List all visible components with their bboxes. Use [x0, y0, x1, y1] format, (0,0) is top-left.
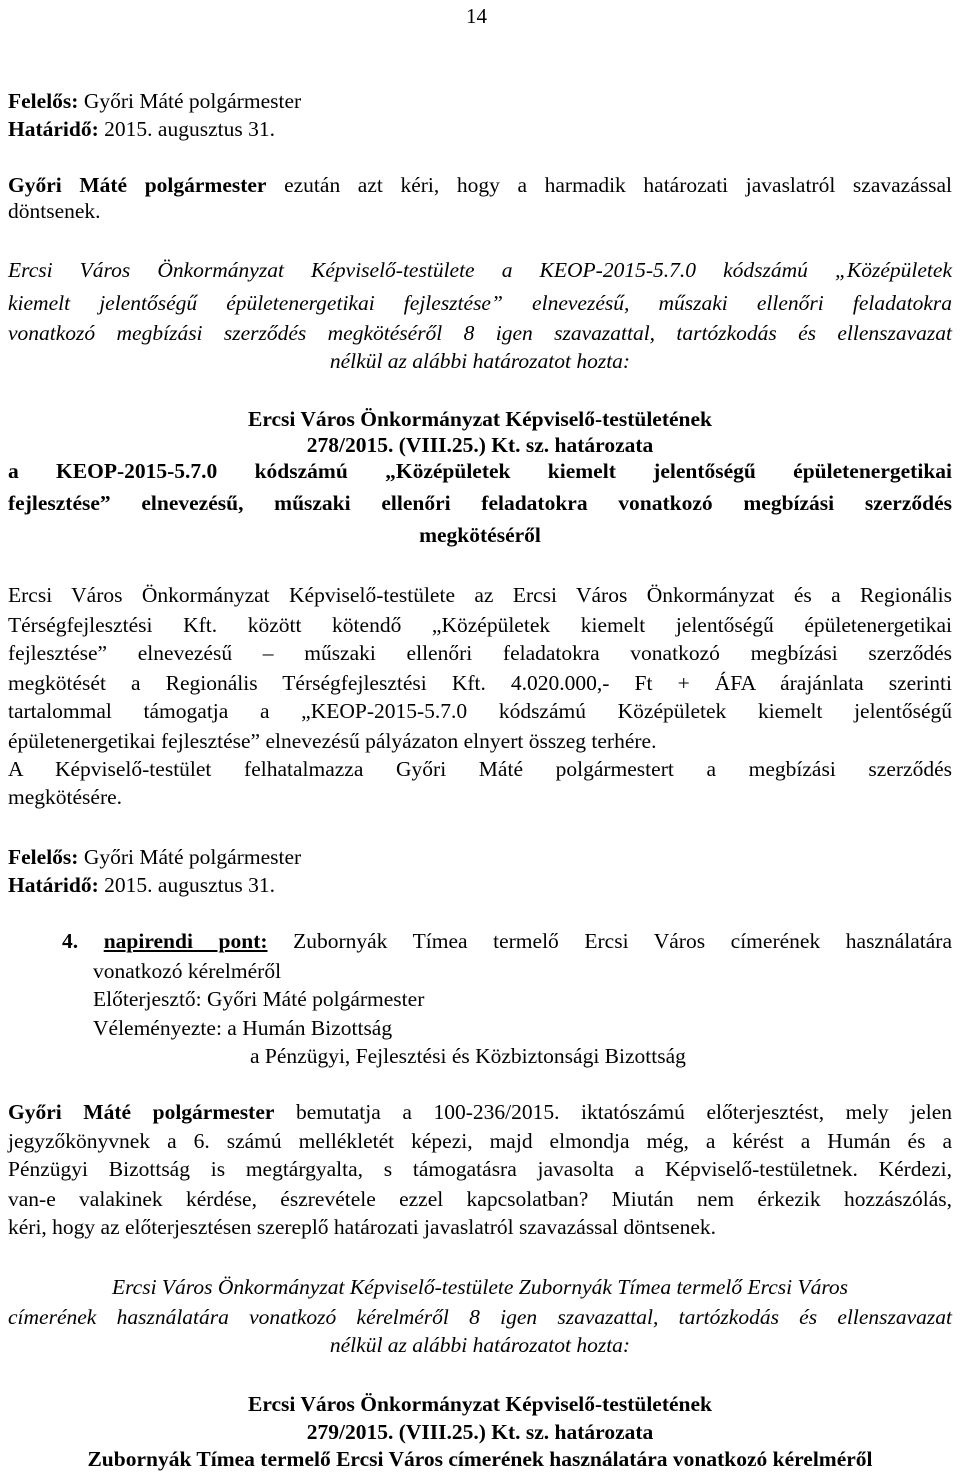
resolution-number: 279/2015. (VIII.25.) Kt. sz. határozata [306, 1420, 654, 1444]
agenda-reviewer: Véleményezte: a Humán Bizottság [93, 1016, 393, 1040]
presentation-line: van-e valakinek kérdése, észrevétele ezzel kapcsolatban? Miután nem érkezik hozzászólás, [8, 1187, 952, 1211]
vote-text-line: nélkül az alábbi határozatot hozta: [329, 349, 631, 373]
resolution-title-line: megkötéséről [419, 523, 541, 547]
resolution-body-line: megkötésére. [8, 785, 123, 809]
page-number: 14 [466, 4, 487, 28]
agenda-number: 4. [62, 929, 79, 953]
responsible-label: Felelős: [8, 89, 79, 113]
vote-text-line: címerének használatára vonatkozó kérelméről 8 igen szavazattal, tartózkodás és ellenszavazat [8, 1305, 952, 1329]
resolution-body-line: épületenergetikai fejlesztése” elnevezésű pályázaton elnyert összeg terhére. [8, 729, 657, 753]
speaker-name: Győri Máté polgármester [8, 1100, 275, 1124]
resolution-body-line: Ercsi Város Önkormányzat Képviselő-testülete az Ercsi Város Önkormányzat és a Regionális [8, 583, 952, 607]
vote-text-line: Ercsi Város Önkormányzat Képviselő-testülete Zubornyák Tímea termelő Ercsi Város [111, 1275, 849, 1299]
vote-text-line: vonatkozó megbízási szerződés megkötéséről 8 igen szavazattal, tartózkodás és ellenszavazat [8, 321, 952, 345]
agenda-presenter: Előterjesztő: Győri Máté polgármester [93, 987, 425, 1011]
vote-text-line: Ercsi Város Önkormányzat Képviselő-testülete a KEOP-2015-5.7.0 kódszámú „Középületek [8, 258, 952, 282]
deadline-label: Határidő: [8, 117, 99, 141]
resolution-body-line: fejlesztése” elnevezésű – műszaki ellenőri feladatokra vonatkozó megbízási szerződés [8, 641, 952, 665]
resolution-body-line: Térségfejlesztési Kft. között kötendő „Középületek kiemelt jelentőségű épületenergetikai [8, 613, 952, 637]
resolution-body-line: A Képviselő-testület felhatalmazza Győri Máté polgármestert a megbízási szerződés [8, 757, 952, 781]
resolution-title-line: Zubornyák Tímea termelő Ercsi Város címerének használatára vonatkozó kérelméről [87, 1447, 873, 1471]
vote-text-line: nélkül az alábbi határozatot hozta: [329, 1333, 631, 1357]
vote-text-line: kiemelt jelentőségű épületenergetikai fejlesztése” elnevezésű, műszaki ellenőri feladatokra [8, 291, 952, 315]
resolution-title-line: fejlesztése” elnevezésű, műszaki ellenőri feladatokra vonatkozó megbízási szerződés [8, 491, 952, 515]
presentation-line: Pénzügyi Bizottság is megtárgyalta, s támogatásra javasolta a Képviselő-testületnek. Kérdezi, [8, 1157, 952, 1181]
intro-line-2: döntsenek. [8, 199, 101, 223]
resolution-number: 278/2015. (VIII.25.) Kt. sz. határozata [306, 433, 654, 457]
presentation-line: kéri, hogy az előterjesztésen szereplő határozati javaslatról szavazással döntsenek. [8, 1215, 716, 1239]
deadline-line [8, 116, 275, 142]
responsible-value: Győri Máté polgármester [78, 89, 302, 113]
resolution-heading: Ercsi Város Önkormányzat Képviselő-testületének [247, 407, 712, 431]
agenda-item-line: 4. napirendi pont: Zubornyák Tímea termelő Ercsi Város címerének használatára [62, 929, 953, 953]
intro-line-1: Győri Máté polgármester ezután azt kéri, hogy a harmadik határozati javaslatról szavazással [8, 173, 952, 197]
resolution-heading: Ercsi Város Önkormányzat Képviselő-testületének [247, 1392, 712, 1416]
responsible-line: Felelős: Győri Máté polgármester [8, 845, 302, 869]
responsible-line [8, 88, 301, 114]
speaker-name: Győri Máté polgármester [8, 173, 267, 197]
deadline-line: Határidő: 2015. augusztus 31. [8, 873, 275, 897]
deadline-value: 2015. augusztus 31. [98, 117, 275, 141]
presentation-line: jegyzőkönyvnek a 6. számú mellékletét képezi, majd elmondja még, a kérést a Humán és a [8, 1129, 952, 1153]
presentation-line: Győri Máté polgármester bemutatja a 100-236/2015. iktatószámú előterjesztést, mely jelen [8, 1100, 952, 1124]
resolution-body-line: tartalommal támogatja a „KEOP-2015-5.7.0 kódszámú Középületek kiemelt jelentőségű [8, 699, 952, 723]
agenda-label: napirendi pont: [103, 929, 268, 953]
agenda-reviewer-2: a Pénzügyi, Fejlesztési és Közbiztonsági Bizottság [250, 1044, 686, 1068]
resolution-body-line: megkötését a Regionális Térségfejlesztési Kft. 4.020.000,- Ft + ÁFA árajánlata szerinti [8, 671, 952, 695]
agenda-title-line-2: vonatkozó kérelméről [93, 959, 282, 983]
resolution-title-line: a KEOP-2015-5.7.0 kódszámú „Középületek kiemelt jelentőségű épületenergetikai [8, 459, 952, 483]
